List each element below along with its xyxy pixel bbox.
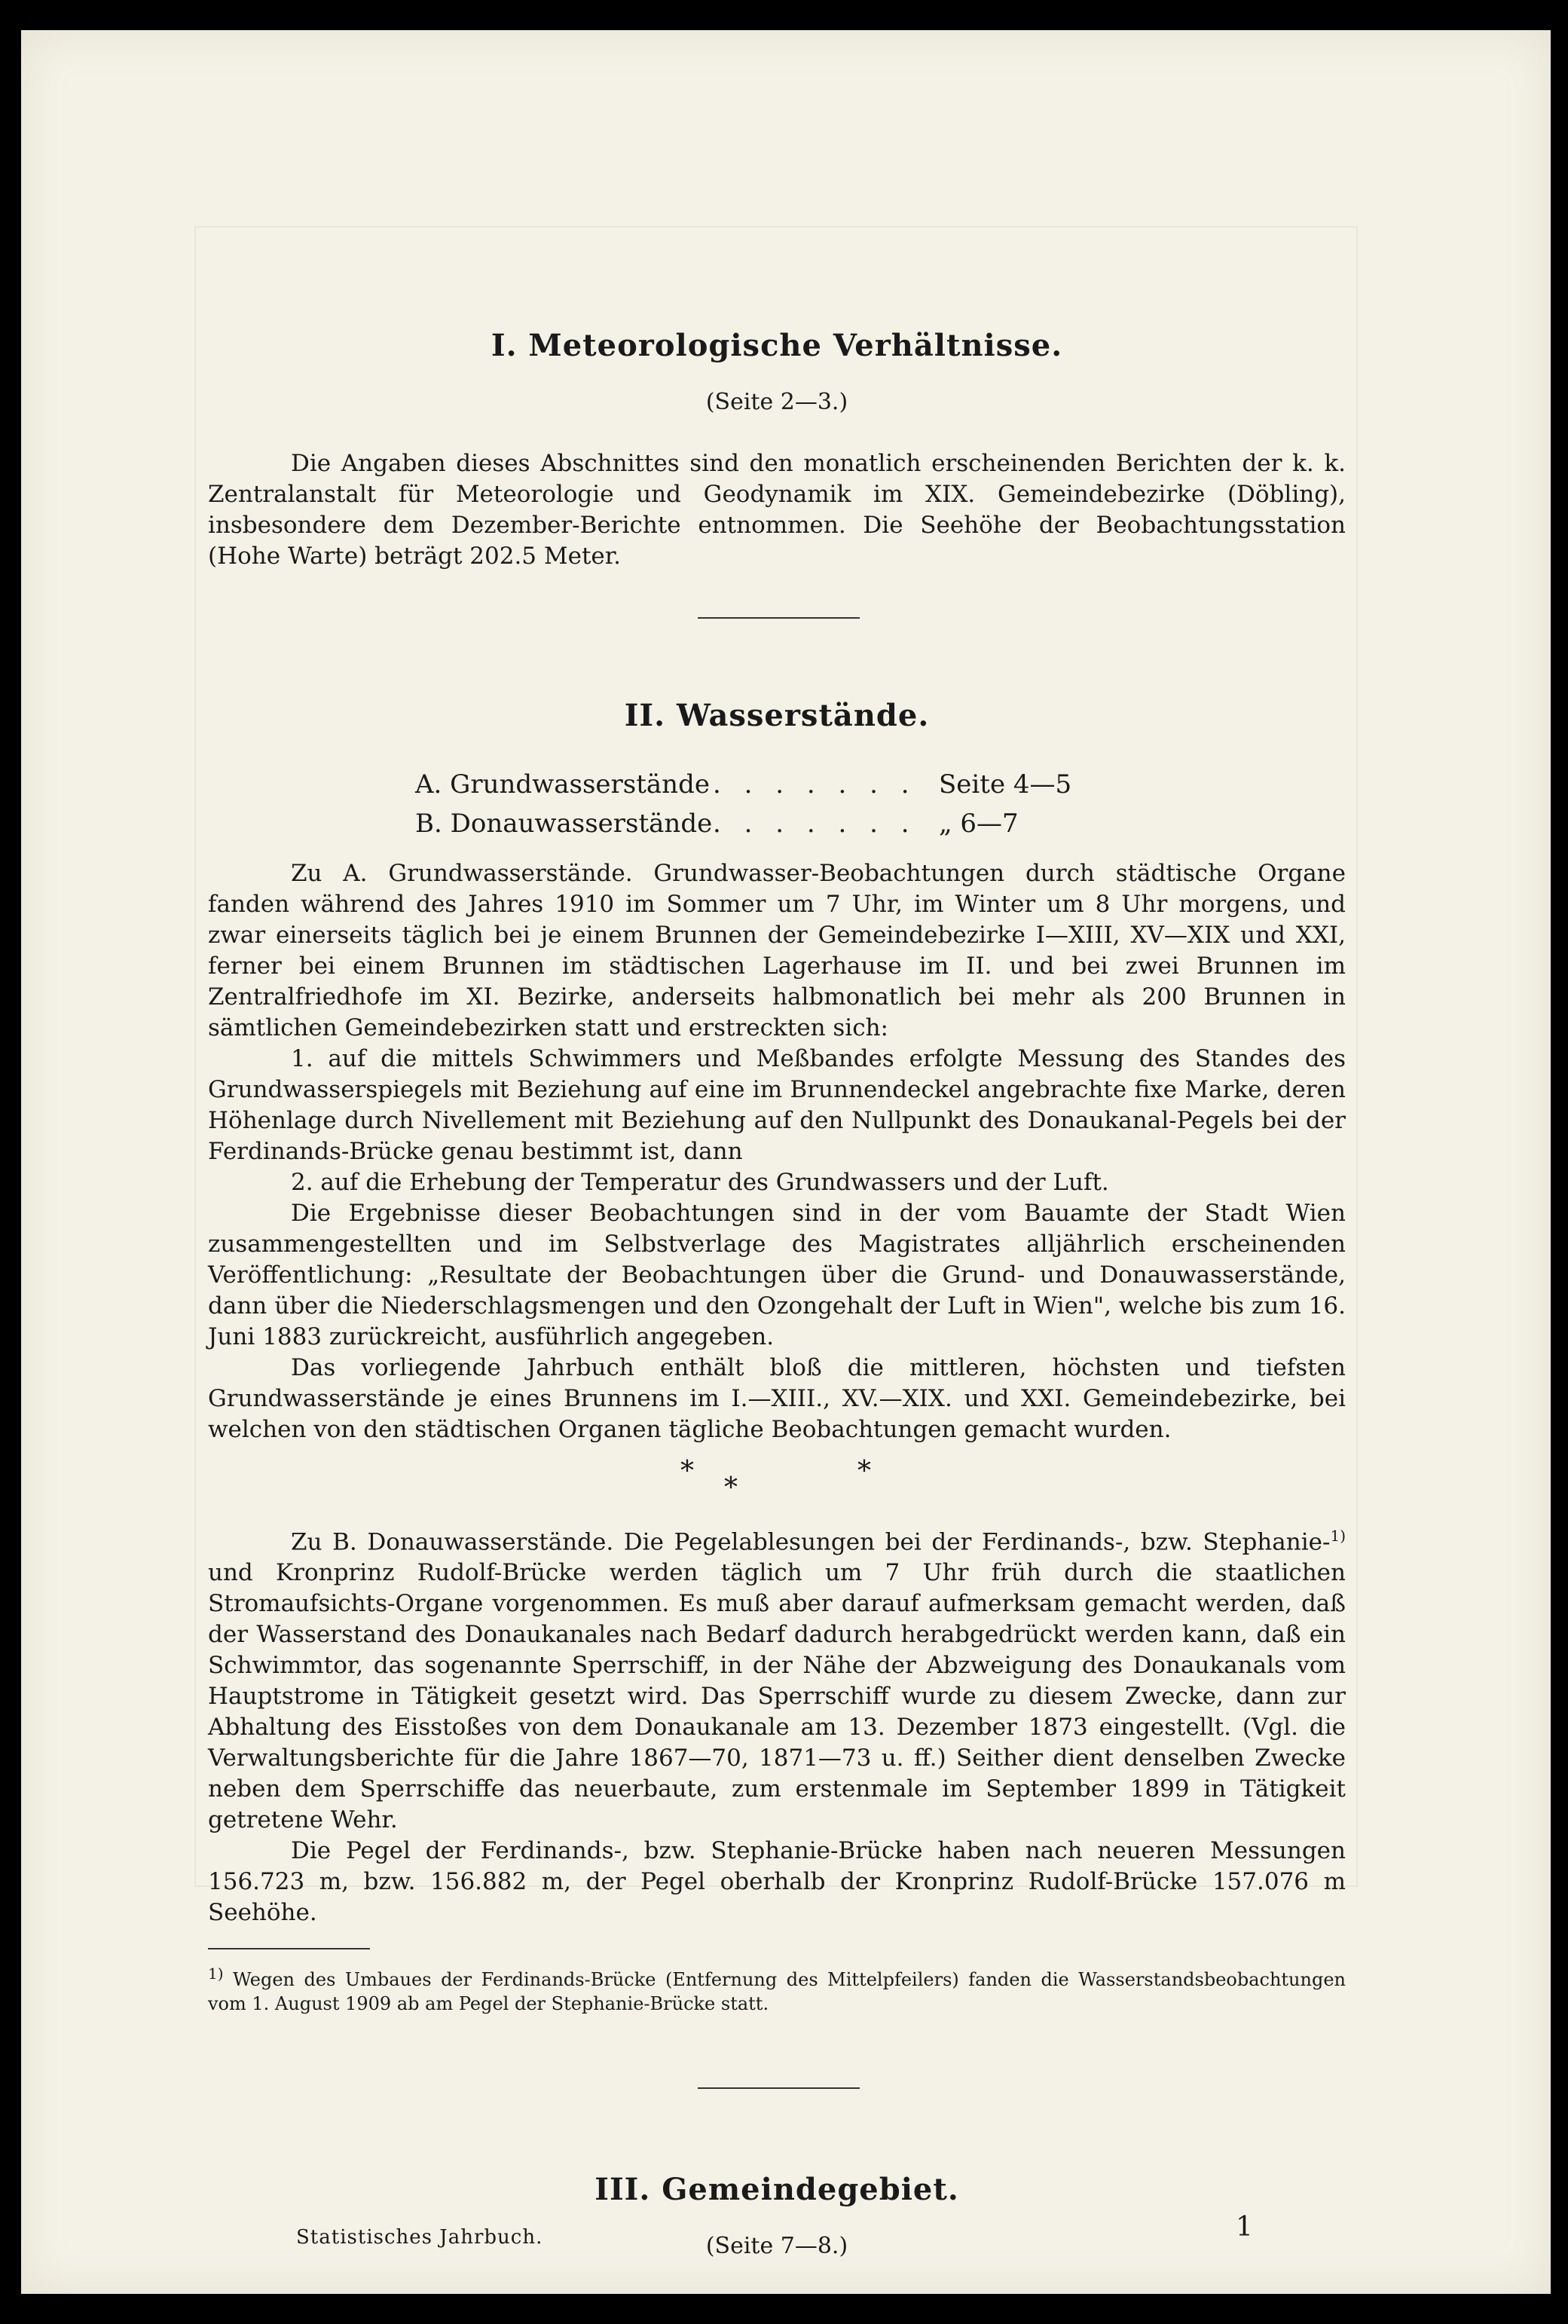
- star-left: *: [680, 1456, 694, 1487]
- section-1-pages: (Seite 2—3.): [705, 389, 848, 415]
- toc-label-a: A. Grundwasserstände: [415, 769, 710, 800]
- section-divider: [698, 617, 860, 619]
- danube-intro: [208, 1521, 1346, 1836]
- page: [21, 30, 1551, 2294]
- footnote-text: Wegen des Umbaues der Ferdinands-Brücke (Entfernung des Mittelpfeilers) fanden die Wasserstandsbeobachtungen vom 1. August 1909 ab am Pegel der Stephanie-Brücke statt.: [208, 1969, 1346, 2015]
- section-1-heading: I. Meteorologische Verhältnisse.: [491, 328, 1063, 363]
- toc-dots-a: . . . . . . .: [713, 769, 917, 800]
- groundwater-results: Die Ergebnisse dieser Beobachtungen sind in der vom Bauamte der Stadt Wien zusammengestellten und im Selbstverlage des Magistrates alljährlich erscheinenden Veröffentlichung: „Resultate der Beobachtungen über die Grund- und Donauwasserstände, dann über die Niederschlagsmengen und den Ozongehalt der Luft in Wien", welche bis zum 16. Juni 1883 zurückreicht, ausführlich angegeben.: [208, 1200, 1346, 1350]
- groundwater-yearbook: Das vorliegende Jahrbuch enthält bloß die mittleren, höchsten und tiefsten Grundwasserstände je eines Brunnens im I.—XIII., XV.—XIX. und XXI. Gemeindebezirke, bei welchen von den städtischen Organen tägliche Beobachtungen gemacht wurden.: [208, 1354, 1346, 1443]
- toc-ref-a: Seite 4—5: [939, 769, 1072, 800]
- section-2-heading: II. Wasserstände.: [624, 698, 930, 733]
- section-3-heading: III. Gemeindegebiet.: [594, 2172, 959, 2208]
- danube-intro-rest: und Kronprinz Rudolf-Brücke werden täglich um 7 Uhr früh durch die staatlichen Stromaufsichts-Organe vorgenommen. Es muß aber darauf aufmerksam gemacht werden, daß der Wasserstand des Donaukanales nach Bedarf dadurch herabgedrückt werden kann, daß ein Schwimmtor, das sogenannte Sperrschiff, in der Nähe der Abzweigung des Donaukanals vom Hauptstrome in Tätigkeit gesetzt wird. Das Sperrschiff wurde zu diesem Zwecke, dann zur Abhaltung des Eisstoßes von dem Donaukanale am 13. Dezember 1873 eingestellt. (Vgl. die Verwaltungsberichte für die Jahre 1867—70, 1871—73 u. ff.) Seither dient denselben Zwecke neben dem Sperrschiffe das neuerbaute, zum erstenmale im September 1899 in Tätigkeit getretene Wehr.: [208, 1559, 1346, 1834]
- footnote: [208, 1962, 1346, 2016]
- danube-intro-start: Zu B. Donauwasserstände. Die Pegelablesungen bei der Ferdinands-, bzw. Stephanie-: [291, 1528, 1331, 1556]
- toc-ref-b: „ 6—7: [939, 809, 1019, 839]
- toc-dots-b: . . . . . . .: [713, 809, 917, 839]
- footer-title: Statistisches Jahrbuch.: [296, 2226, 543, 2249]
- toc-label-b: B. Donauwasserstände: [415, 809, 713, 839]
- toc-row-b: [415, 804, 1346, 843]
- groundwater-intro: Zu A. Grundwasserstände. Grundwasser-Beobachtungen durch städtische Organe fanden während des Jahres 1910 im Sommer um 7 Uhr, im Winter um 8 Uhr morgens, und zwar einerseits täglich bei je einem Brunnen der Gemeindebezirke I—XIII, XV—XIX und XXI, ferner bei einem Brunnen im städtischen Lagerhause im II. und bei zwei Brunnen im Zentralfriedhofe im XI. Bezirke, anderseits halbmonatlich bei mehr als 200 Brunnen in sämtlichen Gemeindebezirken statt und erstreckten sich:: [208, 860, 1346, 1041]
- footnote-rule: [208, 1948, 370, 1949]
- section-2-contents: [415, 765, 1346, 843]
- groundwater-item-1: 1. auf die mittels Schwimmers und Meßbandes erfolgte Messung des Standes des Grundwasserspiegels mit Beziehung auf eine im Brunnendeckel angebrachte fixe Marke, deren Höhenlage durch Nivellement mit Beziehung auf den Nullpunkt des Donaukanal-Pegels bei der Ferdinands-Brücke genau bestimmt ist, dann: [208, 1045, 1346, 1165]
- section-1-paragraph: Die Angaben dieses Abschnittes sind den monatlich erscheinenden Berichten der k. k. Zentralanstalt für Meteorologie und Geodynamik im XIX. Gemeindebezirke (Döbling), insbesondere dem Dezember-Berichte entnommen. Die Seehöhe der Beobachtungsstation (Hohe Warte) beträgt 202.5 Meter.: [208, 450, 1346, 570]
- star-right: *: [857, 1456, 871, 1487]
- star-middle: *: [724, 1472, 738, 1503]
- section-3-pages: (Seite 7—8.): [705, 2233, 848, 2260]
- footnote-mark: 1): [208, 1965, 224, 1983]
- page-number: 1: [1236, 2212, 1253, 2243]
- groundwater-item-2: 2. auf die Erhebung der Temperatur des Grundwassers und der Luft.: [291, 1169, 1109, 1196]
- footnote-reference: 1): [1330, 1527, 1346, 1545]
- section-divider-2: [698, 2087, 860, 2089]
- page-content: [208, 328, 1346, 2259]
- section-stars: [208, 1456, 1346, 1509]
- danube-pegel: Die Pegel der Ferdinands-, bzw. Stephanie-Brücke haben nach neueren Messungen 156.723 m, bzw. 156.882 m, der Pegel oberhalb der Kronprinz Rudolf-Brücke 157.076 m Seehöhe.: [208, 1837, 1346, 1927]
- toc-row-a: [415, 765, 1346, 804]
